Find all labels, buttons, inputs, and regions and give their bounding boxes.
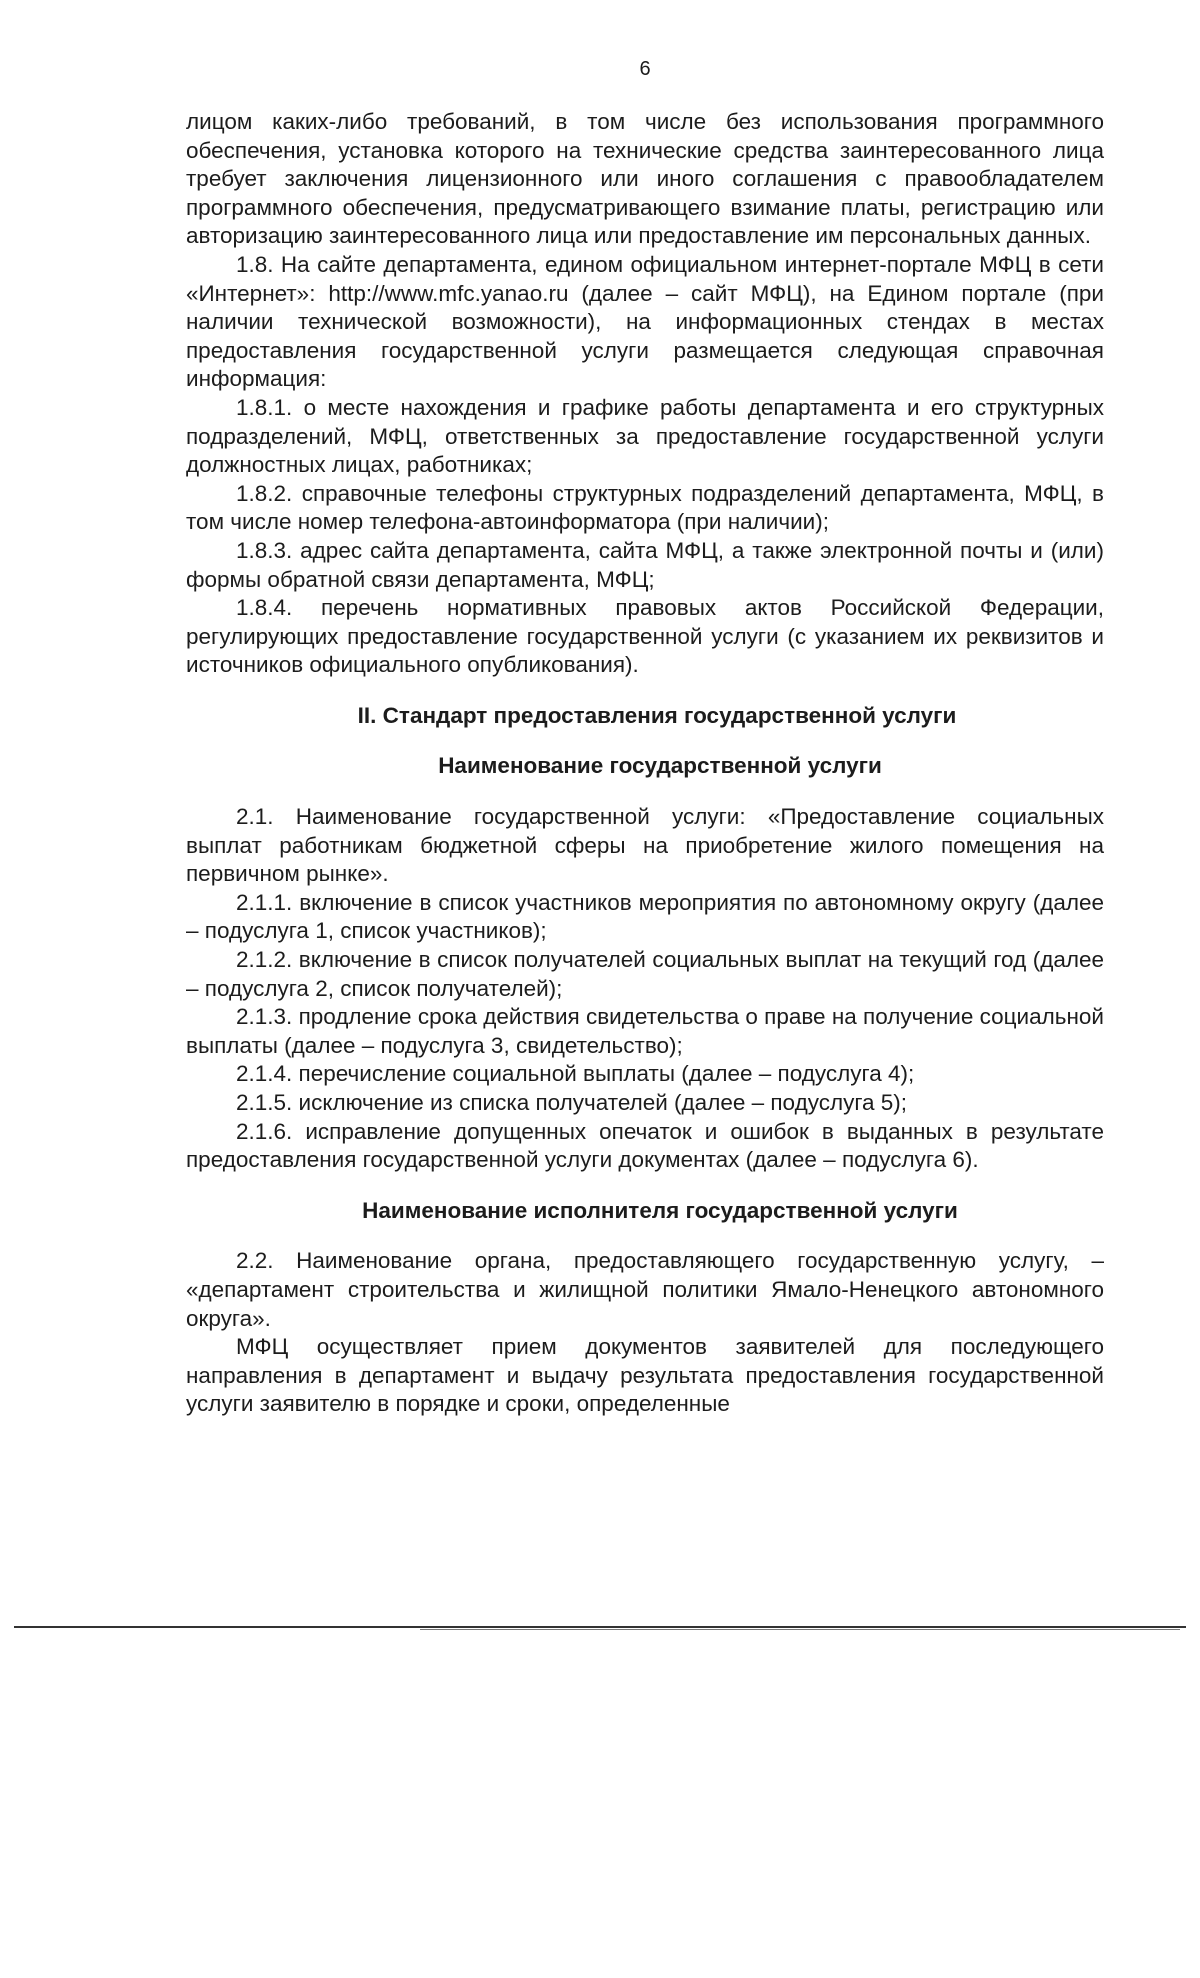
paragraph-2-1-3: 2.1.3. продление срока действия свидетельства о праве на получение социальной выплаты (далее – подуслуга 3, свидетельство); bbox=[186, 1004, 1104, 1058]
page-number: 6 bbox=[639, 58, 651, 80]
paragraph-1-8-2: 1.8.2. справочные телефоны структурных подразделений департамента, МФЦ, в том числе номер телефона-автоинформатора (при наличии); bbox=[186, 480, 1104, 535]
heading-service-name: Наименование государственной услуги bbox=[438, 753, 882, 779]
section-title: II. Стандарт предоставления государственной услуги bbox=[357, 702, 957, 728]
paragraph-2-1-2: 2.1.2. включение в список получателей социальных выплат на текущий год (далее – подуслуга 2, список получателей); bbox=[186, 947, 1104, 1001]
paragraph-2-1-6: 2.1.6. исправление допущенных опечаток и ошибок в выданных в результате предоставления государственной услуги документах (далее – подуслуга 6). bbox=[186, 1118, 1104, 1173]
paragraph-mfc: МФЦ осуществляет прием документов заявителей для последующего направления в департамент и выдачу результата предоставления государственной услуги заявителю в порядке и сроки, определенные bbox=[186, 1334, 1104, 1417]
paragraph-2-1-4: 2.1.4. перечисление социальной выплаты (далее – подуслуга 4); bbox=[236, 1061, 915, 1087]
paragraph-2-1-5: 2.1.5. исключение из списка получателей (далее – подуслуга 5); bbox=[236, 1090, 908, 1115]
paragraph-2-2: 2.2. Наименование органа, предоставляющего государственную услугу, – «департамент строительства и жилищной политики Ямало-Ненецкого автономного округа». bbox=[186, 1248, 1104, 1331]
paragraph-1-8-3: 1.8.3. адрес сайта департамента, сайта МФЦ, а также электронной почты и (или) формы обратной связи департамента, МФЦ; bbox=[186, 537, 1104, 592]
paragraph-requirements: лицом каких-либо требований, в том числе без использования программного обеспечения, установка которого на технические средства заинтересованного лица требует заключения лицензионного или иного соглашения с правообладателем программного обеспечения, предусматривающего взимание платы, регистрацию или авторизацию заинтересованного лица или предоставление им персональных данных. bbox=[186, 109, 1104, 249]
page-bottom-rule bbox=[14, 1626, 1186, 1628]
paragraph-2-1-1: 2.1.1. включение в список участников мероприятия по автономному округу (далее – подуслуга 1, список участников); bbox=[186, 889, 1104, 944]
heading-executor-name: Наименование исполнителя государственной услуги bbox=[362, 1197, 958, 1223]
paragraph-1-8-4: 1.8.4. перечень нормативных правовых актов Российской Федерации, регулирующих предоставление государственной услуги (с указанием их реквизитов и источников официального опубликования). bbox=[186, 595, 1104, 678]
page-bottom-rule-shadow bbox=[420, 1629, 1180, 1630]
document-body bbox=[186, 108, 1104, 1419]
paragraph-2-1: 2.1. Наименование государственной услуги: «Предоставление социальных выплат работникам бюджетной сферы на приобретение жилого помещения на первичном рынке». bbox=[186, 804, 1104, 887]
paragraph-1-8: 1.8. На сайте департамента, едином официальном интернет-портале МФЦ в сети «Интернет»: http://www.mfc.yanao.ru (далее – сайт МФЦ), на Едином портале (при наличии технической возможности), на информационных стендах в местах предоставления государственной услуги размещается следующая справочная информация: bbox=[186, 251, 1104, 392]
paragraph-1-8-1: 1.8.1. о месте нахождения и графике работы департамента и его структурных подразделений, МФЦ, ответственных за предоставление государственной услуги должностных лицах, работниках; bbox=[186, 394, 1104, 478]
